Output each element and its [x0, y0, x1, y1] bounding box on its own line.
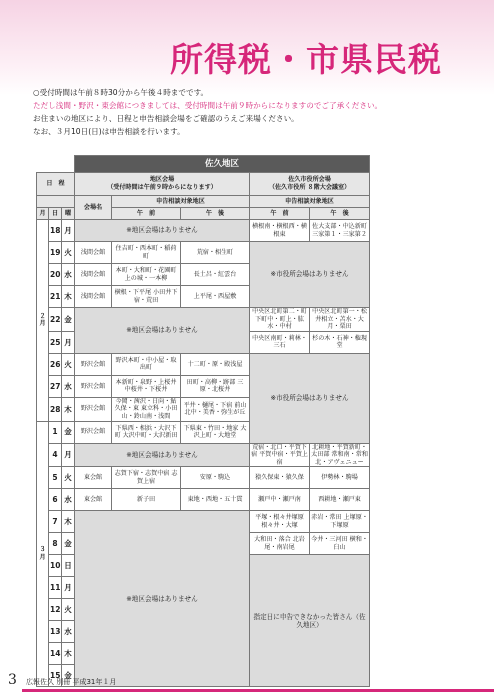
city-am-cell: 中央区北町第二・町下町中・町上・肱水・中村	[250, 308, 310, 332]
local-am-cell: 本町・大和町・花園町 上の城・一本柳	[112, 264, 181, 286]
intro-text	[33, 86, 473, 138]
date-cell: 13	[49, 621, 62, 643]
city-pm-cell: 北耕地・平賀新町・太田部 常和南・常和北・アヴェニュー	[311, 443, 368, 466]
city-am-cell: 平塚・根々井塚原 根々井・大塚	[250, 511, 310, 533]
city-pm-cell: 伊勢林・駒場	[310, 467, 370, 489]
local-am-cell: 志賀下宿・志賀中宿 志賀上宿	[112, 467, 181, 489]
weekday-header: 曜	[62, 208, 75, 220]
weekday-cell: 水	[62, 621, 75, 643]
city-am-cell: 荒宿・北口・平賀下宿 平賀中宿・平賀上宿	[251, 443, 308, 466]
no-city-venue: ※市役所会場はありません	[250, 353, 370, 443]
no-local-venue: ※地区会場はありません	[75, 511, 250, 687]
intro-line: お住まいの地区により、日程と申告相談会場をご確認のうえご来場ください。	[33, 114, 299, 123]
weekday-cell: 金	[62, 308, 75, 332]
no-local-venue: ※地区会場はありません	[75, 220, 250, 242]
date-cell: 25	[49, 331, 62, 353]
city-am-header: 午 前	[250, 208, 310, 220]
date-cell: 21	[49, 286, 62, 308]
city-pm-cell: 杉の木・石神・権現堂	[310, 331, 370, 353]
city-venue-note: （佐久市役所 ８階大会議室）	[268, 184, 351, 191]
date-cell: 20	[49, 264, 62, 286]
local-am-cell: 下県西・相浜・大沢下町 大沢中町・大沢新田	[112, 421, 181, 443]
local-am-cell: 横根・下平尾 小田井下宿・荒田	[112, 286, 181, 308]
corner-blank	[37, 156, 75, 173]
venue-cell: 東会館	[75, 489, 112, 511]
city-venue-label: 佐久市役所会場	[288, 176, 331, 184]
intro-line-notice: ただし浅間・野沢・東会館につきましては、受付時間は午前９時からになりますのでご了承ください。	[33, 101, 383, 110]
city-venue-header	[250, 173, 370, 196]
date-cell: 1	[49, 421, 62, 443]
weekday-cell: 金	[62, 533, 75, 555]
page-number: 3	[8, 672, 17, 688]
venue-cell: 東会館	[75, 467, 112, 489]
venue-cell: 野沢会館	[75, 421, 112, 443]
local-pm-cell: 荒宿・相生町	[181, 242, 250, 264]
makeup-day-cell: 指定日に申告できなかった皆さん（佐久地区）	[250, 555, 370, 687]
weekday-cell: 水	[62, 375, 75, 397]
venue-name-header: 会場名	[75, 196, 112, 220]
weekday-cell: 月	[62, 331, 75, 353]
venue-cell: 浅間会館	[75, 286, 112, 308]
local-target-header: 申告相談対象地区	[112, 196, 250, 208]
date-cell: 12	[49, 599, 62, 621]
city-am-cell: 大和田・落合 北岩尾・南岩尾	[250, 533, 310, 555]
footer-rule	[22, 689, 494, 692]
date-cell: 7	[49, 511, 62, 533]
city-pm-cell: 赤岩・常田 上塚原・下塚原	[310, 511, 370, 533]
venue-cell: 野沢会館	[75, 353, 112, 375]
venue-cell: 野沢会館	[75, 397, 112, 421]
date-cell: 10	[49, 555, 62, 577]
venue-cell: 浅間会館	[75, 264, 112, 286]
city-pm-cell: 佐大支部・中込新町 三家第１・三家第２	[310, 220, 370, 242]
city-am-cell: 中央区南町・莉林・三石	[250, 331, 310, 353]
month-feb: ２月	[37, 220, 49, 422]
date-cell: 18	[49, 220, 62, 242]
venue-cell: 浅間会館	[75, 242, 112, 264]
local-venue-label: 地区会場	[149, 176, 175, 184]
city-pm-header: 午 後	[310, 208, 370, 220]
date-cell: 19	[49, 242, 62, 264]
weekday-cell: 水	[62, 264, 75, 286]
no-local-venue: ※地区会場はありません	[75, 443, 250, 467]
local-pm-cell: 田町・高柳・跡部 三原・北桜井	[181, 375, 250, 397]
weekday-cell: 火	[62, 353, 75, 375]
local-pm-cell: 平井・樋尾・下宿 前山北中・美香・弥生が丘	[181, 397, 250, 421]
intro-line: ○受付時間は午前８時30分から午後４時までです。	[33, 88, 209, 97]
date-cell: 22	[49, 308, 62, 332]
date-cell: 5	[49, 467, 62, 489]
local-am-cell: 新子田	[112, 489, 181, 511]
local-pm-cell: 十二町・原・殿浅屋	[181, 353, 250, 375]
weekday-cell: 木	[62, 643, 75, 665]
city-pm-cell: 西耕地・瀬戸東	[310, 489, 370, 511]
no-local-venue: ※地区会場はありません	[75, 308, 250, 354]
publication-name: 広報佐久 別冊 平成31年１月	[26, 678, 117, 686]
local-am-cell: 今岡・茜沢・日向・鮎久保・東 東立科・小田山・鈴山南・浅間	[112, 397, 181, 421]
no-city-venue: ※市役所会場はありません	[250, 242, 370, 308]
local-venue-header	[75, 173, 250, 196]
weekday-cell: 月	[62, 577, 75, 599]
local-am-header: 午 前	[112, 208, 181, 220]
date-cell: 14	[49, 643, 62, 665]
intro-line: なお、３月10日(日)は申告相談を行います。	[33, 127, 185, 136]
local-pm-cell: 東地・西地・五十貫	[181, 489, 250, 511]
local-am-cell: 住吉町・西本町・稲荷町	[112, 242, 181, 264]
blank-header	[37, 196, 75, 208]
region-header: 佐久地区	[75, 156, 370, 173]
city-pm-cell: 今井・三河田 横和・臼山	[310, 533, 370, 555]
weekday-cell: 金	[62, 665, 75, 687]
date-cell: 28	[49, 397, 62, 421]
date-cell: 8	[49, 533, 62, 555]
local-pm-cell: 安原・駒込	[181, 467, 250, 489]
local-pm-cell: 長土呂・紅雲台	[181, 264, 250, 286]
local-am-cell: 本新町・泉野・上桜井 中桜井・下桜井	[112, 375, 181, 397]
weekday-cell: 火	[62, 467, 75, 489]
date-cell: 4	[49, 443, 62, 467]
local-am-cell: 野沢本町・中小屋・取出町	[112, 353, 181, 375]
weekday-cell: 金	[62, 421, 75, 443]
date-cell: 15	[49, 665, 62, 687]
weekday-cell: 火	[62, 242, 75, 264]
page-title: 所得税・市県民税	[170, 40, 442, 79]
day-header: 日	[49, 208, 62, 220]
weekday-cell: 月	[62, 443, 75, 467]
weekday-cell: 月	[62, 220, 75, 242]
city-am-cell: 瀬戸中・瀬戸南	[250, 489, 310, 511]
venue-cell: 野沢会館	[75, 375, 112, 397]
local-pm-cell: 上平尾・西屋敷	[181, 286, 250, 308]
local-pm-header: 午 後	[181, 208, 250, 220]
city-target-header: 申告相談対象地区	[250, 196, 370, 208]
weekday-cell: 木	[62, 397, 75, 421]
page-footer	[0, 672, 494, 700]
weekday-cell: 水	[62, 489, 75, 511]
weekday-cell: 木	[62, 286, 75, 308]
date-cell: 26	[49, 353, 62, 375]
date-cell: 11	[49, 577, 62, 599]
city-am-cell: 横根南・横根西・横根東	[250, 220, 310, 242]
month-header: 月	[37, 208, 49, 220]
schedule-header: 日 程	[37, 173, 75, 196]
date-cell: 27	[49, 375, 62, 397]
schedule-table	[36, 155, 494, 687]
month-mar: ３月	[37, 421, 49, 687]
weekday-cell: 火	[62, 599, 75, 621]
local-venue-note: （受付時間は午前９時からになります）	[107, 184, 217, 191]
date-cell: 6	[49, 489, 62, 511]
weekday-cell: 木	[62, 511, 75, 533]
city-pm-cell: 中央区北町第一・松井相立・苫水・大月・栗田	[310, 308, 370, 332]
city-am-cell: 猿久保東・猿久保	[250, 467, 310, 489]
local-pm-cell: 下県東・竹田・地家 大沢上町・大地堂	[181, 421, 250, 443]
weekday-cell: 日	[62, 555, 75, 577]
